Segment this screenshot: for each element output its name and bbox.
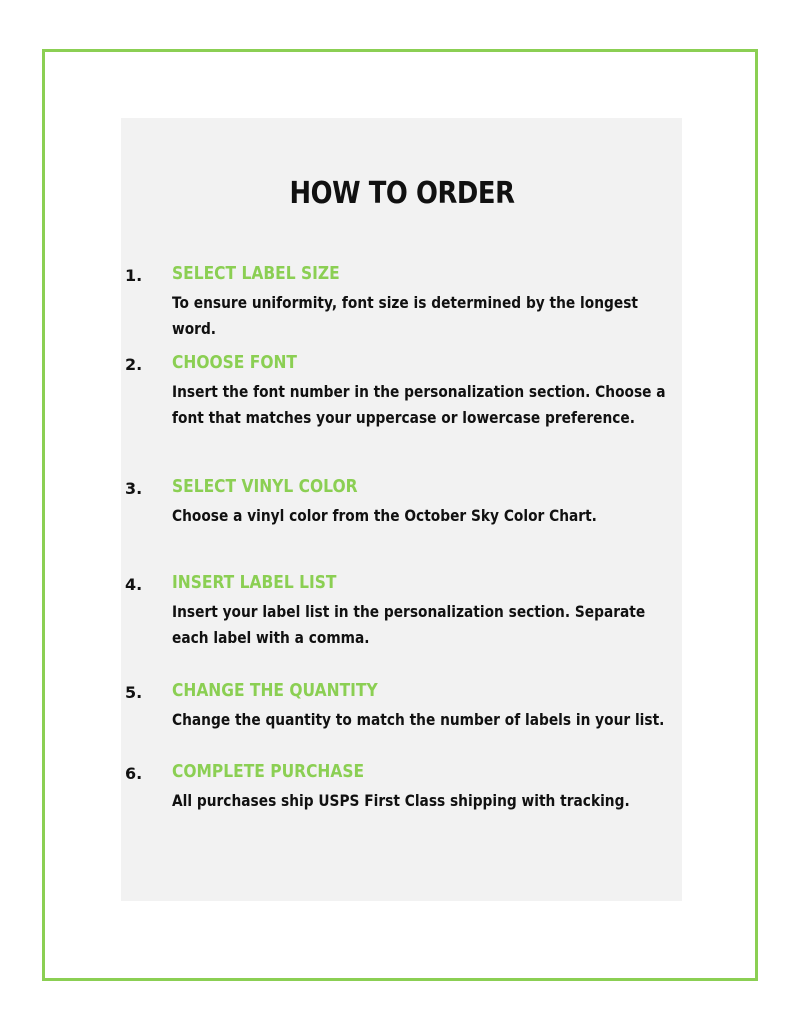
step-description: Insert the font number in the personalization section. Choose a font that matches your uppercase or lowercase preference. (172, 382, 666, 427)
step-heading: INSERT LABEL LIST (172, 572, 337, 593)
step-description: To ensure uniformity, font size is determined by the longest word. (172, 293, 638, 338)
step-description: Insert your label list in the personalization section. Separate each label with a comma. (172, 602, 646, 647)
step-number: 2. (125, 355, 143, 374)
step-description: Change the quantity to match the number of labels in your list. (172, 710, 665, 729)
step-heading: SELECT VINYL COLOR (172, 476, 358, 497)
step-description: Choose a vinyl color from the October Sky Color Chart. (172, 506, 597, 525)
step-number: 5. (125, 683, 143, 702)
step-number: 4. (125, 575, 143, 594)
step-heading: CHANGE THE QUANTITY (172, 680, 378, 701)
step-heading: SELECT LABEL SIZE (172, 263, 340, 284)
step-heading: COMPLETE PURCHASE (172, 761, 365, 782)
step-heading: CHOOSE FONT (172, 352, 298, 373)
step-number: 3. (125, 479, 143, 498)
step-number: 6. (125, 764, 143, 783)
step-number: 1. (125, 266, 143, 285)
step-description: All purchases ship USPS First Class shipping with tracking. (172, 791, 630, 810)
page-title: HOW TO ORDER (289, 176, 515, 211)
